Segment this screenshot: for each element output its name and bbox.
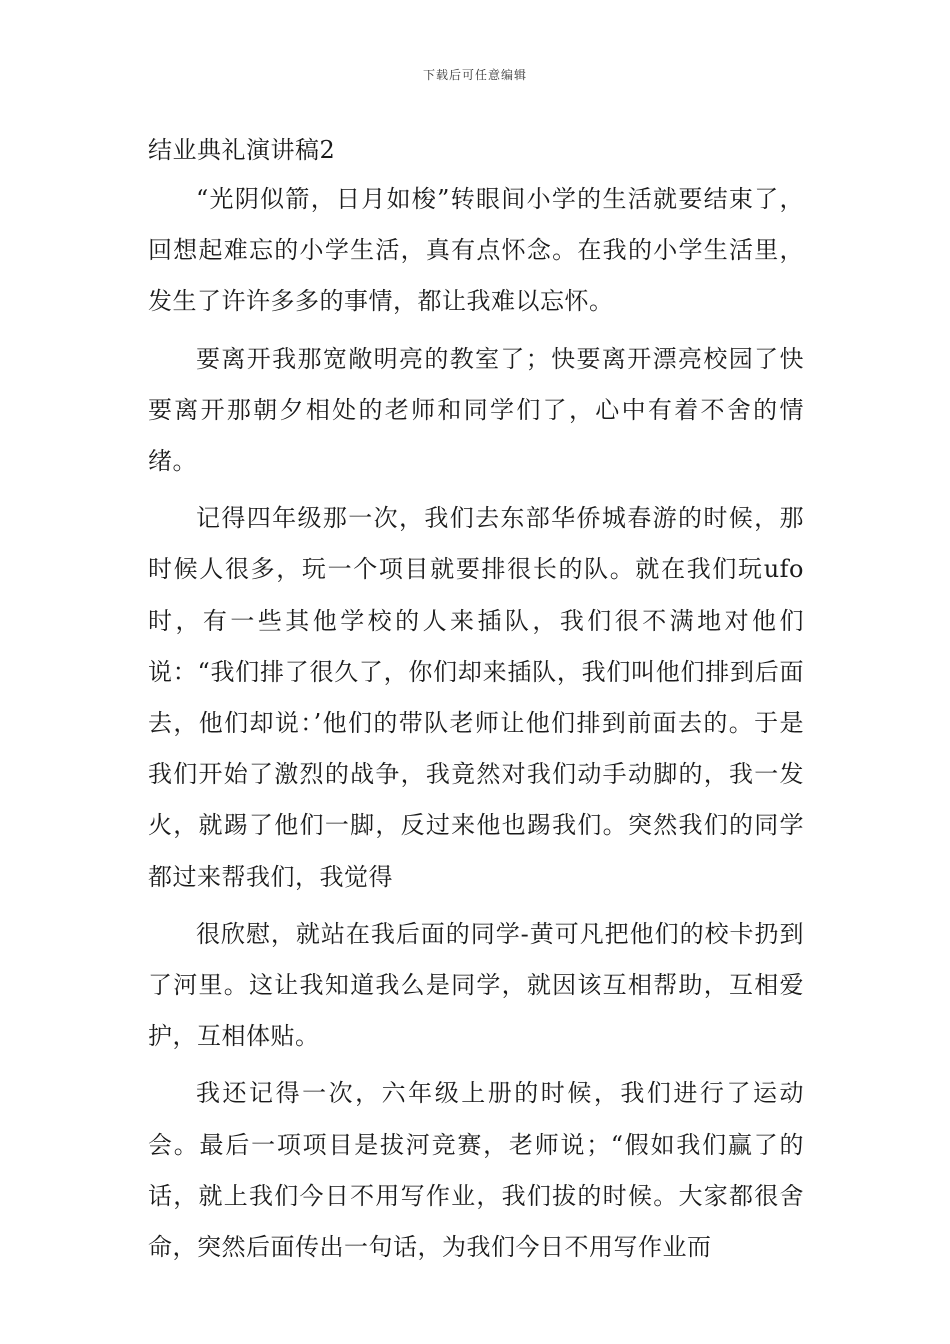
paragraph: 很欣慰，就站在我后面的同学-黄可凡把他们的校卡扔到了河里。这让我知道我么是同学，就因该互相帮助，互相爱护，互相体贴。: [148, 919, 804, 1051]
paragraph: “光阴似箭，日月如梭”转眼间小学的生活就要结束了，回想起难忘的小学生活，真有点怀念。在我的小学生活里，发生了许许多多的事情，都让我难以忘怀。: [148, 185, 804, 316]
paragraph: 记得四年级那一次，我们去东部华侨城春游的时候，那时候人很多，玩一个项目就要排很长的队。就在我们玩ufo时，有一些其他学校的人来插队，我们很不满地对他们说：“我们排了很久了，你们却来插队，我们叫他们排到后面去，他们却说：’他们的带队老师让他们排到前面去的。于是我们开始了激烈的战争，我竟然对我们动手动脚的，我一发火，就踢了他们一脚，反过来他也踢我们。突然我们的同学都过来帮我们，我觉得: [148, 504, 804, 891]
paragraph: 我还记得一次，六年级上册的时候，我们进行了运动会。最后一项项目是拔河竞赛，老师说；“假如我们赢了的话，就上我们今日不用写作业，我们拔的时候。大家都很舍命，突然后面传出一句话，为我们今日不用写作业而: [148, 1079, 804, 1262]
document-title: 结业典礼演讲稿2: [148, 136, 336, 164]
paragraph: 要离开我那宽敞明亮的教室了；快要离开漂亮校园了快要离开那朝夕相处的老师和同学们了，心中有着不舍的情绪。: [148, 344, 804, 476]
header-note: 下载后可任意编辑: [422, 68, 527, 82]
document-body: [148, 130, 804, 1273]
